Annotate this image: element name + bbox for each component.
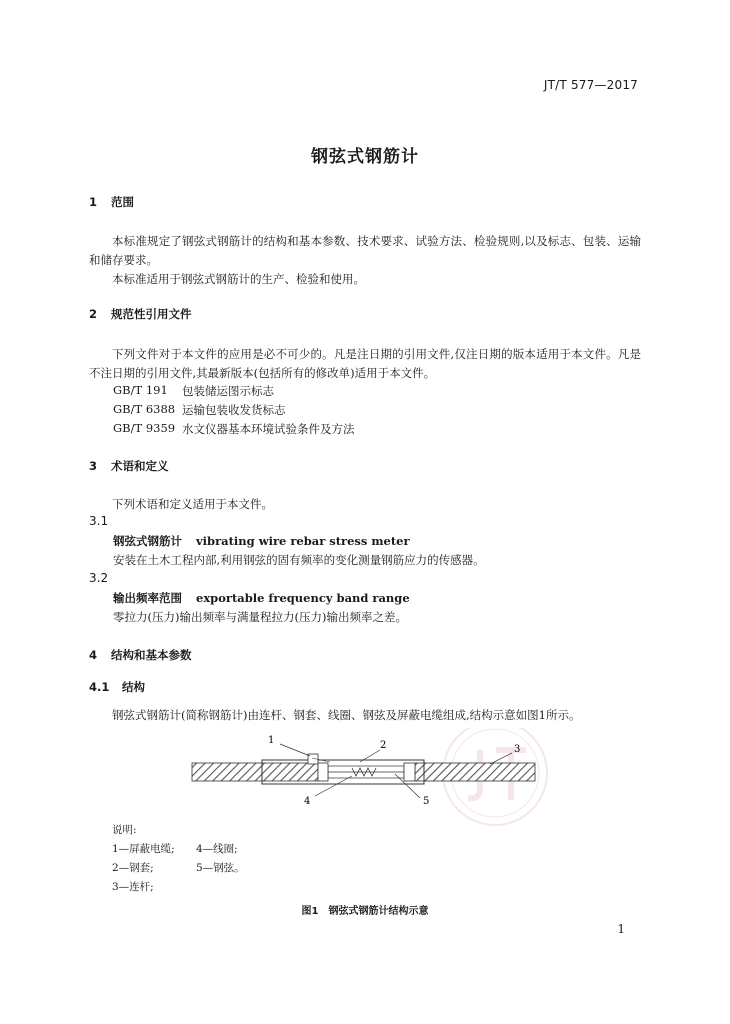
reference-title: 水文仪器基本环境试验条件及方法 (182, 422, 355, 436)
legend-item: 2—钢套; (112, 862, 154, 874)
reference-code: GB/T 191 (113, 383, 168, 397)
term-chinese: 钢弦式钢筋计 (113, 534, 182, 548)
section-number: 1 (89, 195, 98, 209)
section-number: 4.1 (89, 680, 110, 694)
section-1-heading (89, 194, 134, 210)
callout-3: 3 (514, 744, 521, 755)
section-title: 结构 (122, 680, 145, 694)
callout-2: 2 (380, 740, 387, 751)
section-number: 2 (89, 307, 98, 321)
section-number: 4 (89, 648, 98, 662)
term-chinese: 输出频率范围 (113, 591, 182, 605)
section-4-1-paragraph-1: 钢弦式钢筋计(简称钢筋计)由连杆、钢套、线圈、钢弦及屏蔽电缆组成,结构示意如图1所示。 (112, 708, 581, 722)
term-3-1-definition: 安装在土木工程内部,利用钢弦的固有频率的变化测量钢筋应力的传感器。 (113, 553, 485, 567)
callout-1: 1 (268, 735, 275, 746)
connecting-rod-right (415, 763, 535, 781)
structure-figure (180, 728, 560, 828)
section-title: 术语和定义 (111, 459, 169, 473)
section-1-paragraph-2: 本标准适用于钢弦式钢筋计的生产、检验和使用。 (112, 272, 365, 286)
standard-number: JT/T 577—2017 (543, 78, 638, 92)
section-title: 范围 (111, 195, 134, 209)
term-3-1-number: 3.1 (89, 514, 109, 528)
legend-title: 说明: (112, 824, 137, 836)
section-3-paragraph-1: 下列术语和定义适用于本文件。 (112, 497, 273, 511)
section-title: 结构和基本参数 (111, 648, 192, 662)
sleeve-end-block (318, 763, 328, 781)
term-english: exportable frequency band range (196, 591, 410, 605)
section-2-paragraph-1: 下列文件对于本文件的应用是必不可少的。凡是注日期的引用文件,仅注日期的版本适用于本文件。凡是不注日期的引用文件,其最新版本(包括所有的修改单)适用于本文件。 (89, 347, 641, 380)
legend-item: 4—线圈; (196, 843, 238, 855)
section-2-heading (89, 306, 192, 322)
section-4-heading (89, 647, 192, 663)
sleeve-end-block (404, 763, 415, 781)
legend-item: 1—屏蔽电缆; (112, 843, 175, 855)
reference-title: 运输包装收发货标志 (182, 403, 286, 417)
term-3-2-definition: 零拉力(压力)输出频率与满量程拉力(压力)输出频率之差。 (113, 610, 407, 624)
page-number: 1 (617, 922, 625, 936)
section-1-paragraph-1: 本标准规定了钢弦式钢筋计的结构和基本参数、技术要求、试验方法、检验规则,以及标志、包装、运输和储存要求。 (89, 234, 641, 267)
legend-item: 3—连杆; (112, 881, 154, 893)
connecting-rod-left (192, 763, 318, 781)
section-4-1-heading (89, 679, 145, 695)
figure-caption (0, 902, 730, 917)
caption-text: 钢弦式钢筋计结构示意 (328, 906, 429, 917)
term-3-1-heading (113, 533, 410, 549)
term-3-2-number: 3.2 (89, 571, 109, 585)
legend-item: 5—钢弦。 (196, 862, 245, 874)
reference-code: GB/T 9359 (113, 421, 176, 435)
leader-line-1 (280, 744, 310, 756)
term-english: vibrating wire rebar stress meter (196, 534, 410, 548)
callout-5: 5 (423, 796, 430, 807)
reference-code: GB/T 6388 (113, 402, 176, 416)
section-3-heading (89, 458, 169, 474)
document-title: 钢弦式钢筋计 (311, 147, 419, 167)
caption-label: 图1 (301, 906, 319, 917)
callout-4: 4 (304, 796, 311, 807)
section-number: 3 (89, 459, 98, 473)
section-title: 规范性引用文件 (111, 307, 192, 321)
term-3-2-heading (113, 590, 410, 606)
reference-title: 包装储运图示标志 (182, 384, 274, 398)
